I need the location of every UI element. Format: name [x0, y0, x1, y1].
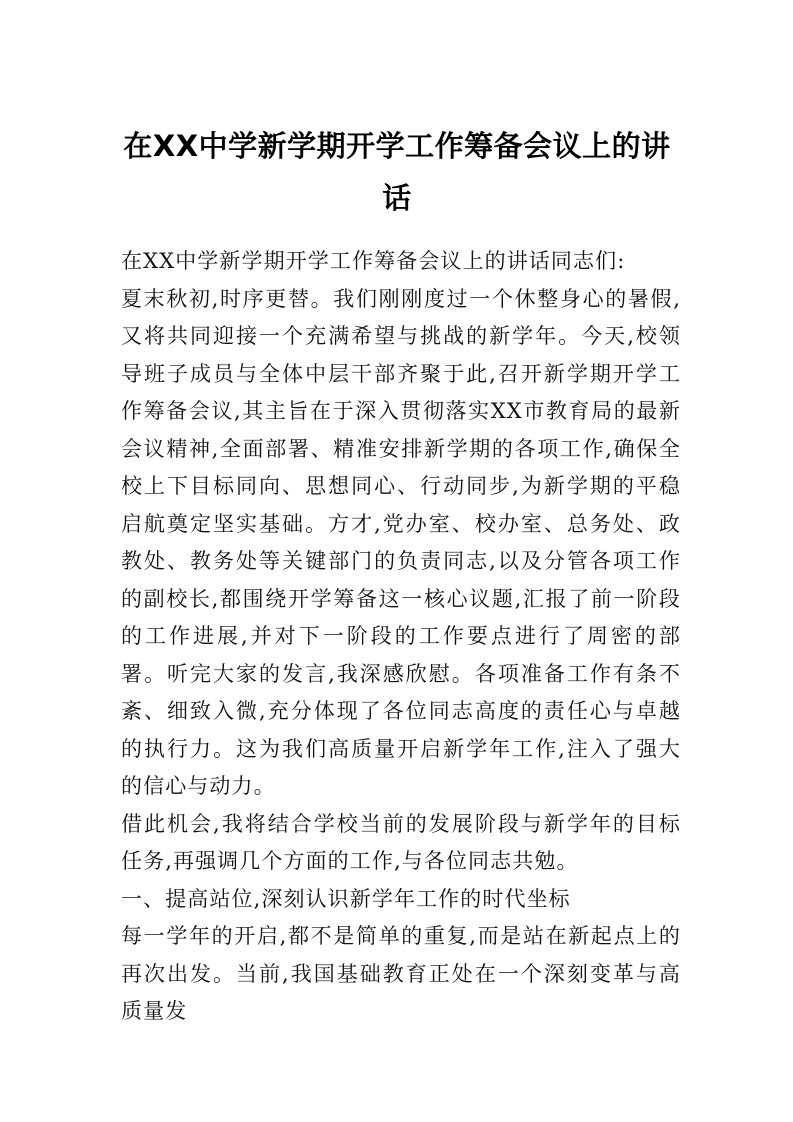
document-body [121, 243, 681, 1031]
paragraph-section-1: 每一学年的开启,都不是简单的重复,而是站在新起点上的再次出发。当前,我国基础教育正处在一个深刻变革与高质量发 [121, 924, 681, 1023]
paragraph-transition: 借此机会,我将结合学校当前的发展阶段与新学年的目标任务,再强调几个方面的工作,与各位同志共勉。 [121, 811, 681, 873]
paragraph-greeting: 在XX中学新学期开学工作筹备会议上的讲话同志们: [121, 249, 626, 273]
paragraph-opening: 夏末秋初,时序更替。我们刚刚度过一个休整身心的暑假,又将共同迎接一个充满希望与挑战的新学年。今天,校领导班子成员与全体中层干部齐聚于此,召开新学期开学工作筹备会议,其主旨在于深入贯彻落实XX市教育局的最新会议精神,全面部署、精准安排新学期的各项工作,确保全校上下目标同向、思想同心、行动同步,为新学期的平稳启航奠定坚实基础。方才,党办室、校办室、总务处、政教处、教务处等关键部门的负责同志,以及分管各项工作的副校长,都围绕开学筹备这一核心议题,汇报了前一阶段的工作进展,并对下一阶段的工作要点进行了周密的部署。听完大家的发言,我深感欣慰。各项准备工作有条不紊、细致入微,充分体现了各位同志高度的责任心与卓越的执行力。这为我们高质量开启新学年工作,注入了强大的信心与动力。 [121, 286, 681, 798]
document-title: 在XX中学新学期开学工作筹备会议上的讲话 [123, 129, 671, 215]
section-heading-1: 一、提高站位,深刻认识新学年工作的时代坐标 [121, 886, 571, 911]
